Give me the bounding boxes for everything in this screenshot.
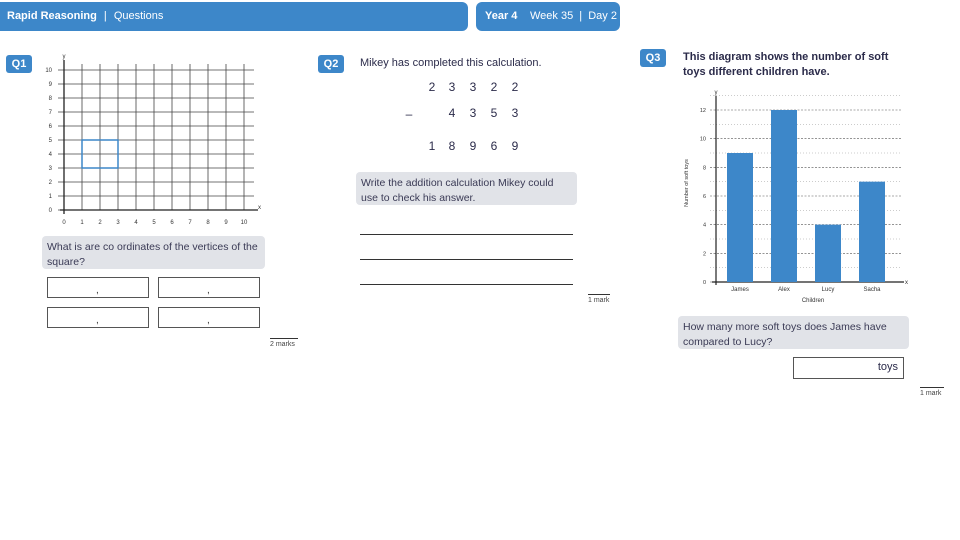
x-tick-label: James	[731, 287, 749, 293]
q1-comma-2: ,	[207, 285, 210, 296]
y-tick-label: 6	[48, 124, 52, 130]
x-tick-label: 7	[188, 220, 192, 226]
calc-digit: 2	[428, 80, 436, 94]
header-year: Year 4	[485, 10, 518, 22]
y-tick-label: 5	[48, 138, 52, 144]
q2-prompt: Write the addition calculation Mikey could use to check his answer.	[361, 177, 554, 204]
q2-minus-operator: –	[405, 107, 413, 121]
header-title-bar	[0, 2, 468, 31]
header-title	[7, 10, 163, 22]
calc-digit: 8	[448, 139, 456, 153]
calc-digit: 1	[428, 139, 436, 153]
calc-digit: 3	[469, 80, 477, 94]
x-tick-label: 2	[98, 220, 102, 226]
header-week: Week 35	[530, 10, 574, 22]
q3-answer-box[interactable]	[793, 357, 904, 379]
y-tick-label: 9	[48, 82, 52, 88]
x-axis-symbol: x	[905, 280, 908, 286]
q1-badge: Q1	[6, 55, 32, 73]
q1-comma-4: ,	[207, 315, 210, 326]
q2-answer-line-2[interactable]	[360, 259, 573, 260]
y-tick-label: 3	[48, 166, 52, 172]
calc-digit: 3	[511, 106, 519, 120]
y-tick-label: 1	[48, 194, 52, 200]
y-tick-label: 8	[48, 96, 52, 102]
header-date-bar	[476, 2, 620, 31]
y-tick-label: 0	[702, 280, 706, 286]
calc-digit: 6	[490, 139, 498, 153]
y-tick-label: 4	[48, 152, 52, 158]
q2-prompt-box	[356, 172, 577, 205]
y-axis-label: y	[62, 54, 66, 60]
q2-answer-line-1[interactable]	[360, 234, 573, 235]
q2-marks: 1 mark	[588, 297, 610, 304]
calc-digit: 5	[490, 106, 498, 120]
calc-digit: 9	[511, 139, 519, 153]
y-tick-label: 4	[702, 222, 706, 229]
y-tick-label: 2	[48, 180, 52, 186]
x-tick-label: 3	[116, 220, 120, 226]
q3-bar-chart	[678, 84, 910, 310]
bar-lucy	[815, 225, 841, 282]
y-tick-label: 7	[48, 110, 52, 116]
x-tick-label: 1	[80, 220, 84, 226]
calc-digit: 4	[448, 106, 456, 120]
q1-prompt-box	[42, 236, 265, 269]
x-tick-label: Sacha	[863, 287, 881, 293]
x-tick-label: 0	[62, 220, 66, 226]
calc-digit: 3	[469, 106, 477, 120]
bar-sacha	[859, 182, 885, 282]
q1-coordinate-grid	[38, 50, 268, 230]
x-tick-label: 5	[152, 220, 156, 226]
q1-marks-line	[270, 338, 298, 339]
q2-badge: Q2	[318, 55, 344, 73]
x-tick-label: 10	[240, 220, 248, 226]
q3-prompt: How many more soft toys does James have compared to Lucy?	[683, 321, 887, 348]
calc-digit: 9	[469, 139, 477, 153]
x-tick-label: 9	[224, 220, 228, 226]
q2-marks-line	[588, 294, 610, 295]
q3-marks: 1 mark	[920, 390, 942, 397]
y-axis-symbol: y	[714, 90, 718, 96]
q2-intro: Mikey has completed this calculation.	[360, 57, 542, 69]
q1-comma-1: ,	[96, 285, 99, 296]
q2-answer-line-3[interactable]	[360, 284, 573, 285]
x-tick-label: 6	[170, 220, 174, 226]
q1-marks: 2 marks	[270, 341, 295, 348]
header-day-separator: |	[579, 10, 583, 22]
q1-comma-3: ,	[96, 315, 99, 326]
y-tick-label: 12	[699, 108, 706, 114]
header-week-day	[530, 10, 617, 22]
x-axis-label: x	[258, 205, 261, 211]
header-title-text: Rapid Reasoning	[7, 10, 97, 22]
y-tick-label: 10	[699, 136, 706, 143]
q3-marks-line	[920, 387, 944, 388]
y-tick-label: 0	[48, 208, 52, 214]
q1-prompt: What is are co ordinates of the vertices of the square?	[47, 241, 258, 268]
y-tick-label: 8	[702, 165, 706, 172]
x-tick-label: 4	[134, 220, 138, 226]
x-axis-title: Children	[801, 298, 825, 304]
calc-digit: 2	[511, 80, 519, 94]
calc-digit: 2	[490, 80, 498, 94]
x-tick-label: Lucy	[821, 287, 835, 293]
x-tick-label: 8	[206, 220, 210, 226]
calc-digit: 3	[448, 80, 456, 94]
header-separator: |	[103, 10, 107, 22]
y-axis-title: Number of soft toys	[684, 159, 690, 207]
bar-alex	[771, 110, 797, 282]
q3-badge: Q3	[640, 49, 666, 67]
y-tick-label: 2	[702, 251, 706, 258]
q3-prompt-box	[678, 316, 909, 349]
bar-james	[727, 153, 753, 282]
q3-answer-unit: toys	[877, 361, 898, 373]
header-day: Day 2	[588, 10, 617, 22]
q3-intro: This diagram shows the number of soft toys different children have.	[683, 51, 889, 78]
y-tick-label: 10	[45, 68, 52, 74]
header-section: Questions	[113, 10, 164, 22]
y-tick-label: 6	[702, 194, 706, 200]
x-tick-label: Alex	[778, 287, 790, 293]
